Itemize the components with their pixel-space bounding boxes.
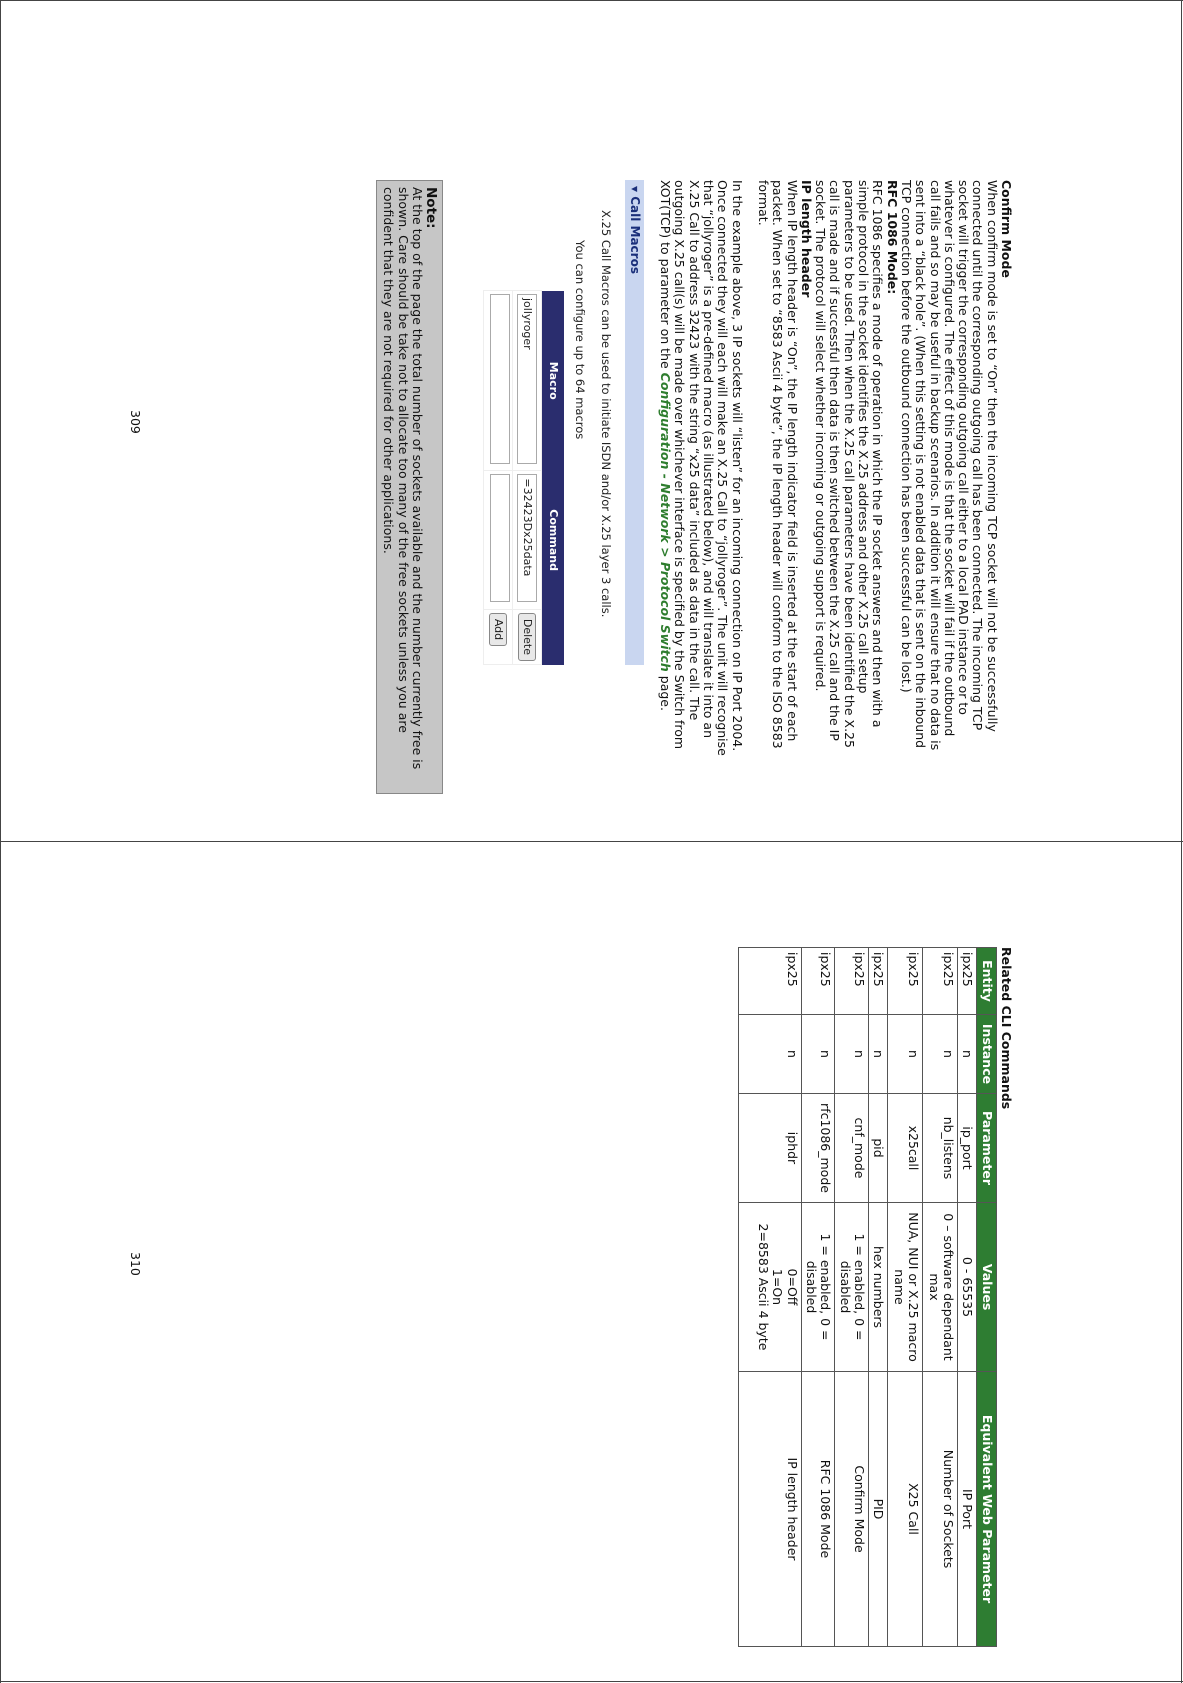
page-310-content [738,947,1013,1647]
delete-button[interactable]: Delete [518,613,536,661]
table-row [738,948,801,1647]
confirm-mode-heading: Confirm Mode [999,180,1014,278]
entity-cell: ipx25 [835,948,869,1015]
entity-cell: ipx25 [801,948,835,1015]
table-row [923,948,958,1647]
instance-cell: n [835,1015,869,1094]
web-parameter-cell: Confirm Mode [835,1372,869,1647]
call-macros-header-row [542,291,565,665]
values-cell: 0 – software dependant max [923,1203,958,1372]
instance-cell: n [923,1015,958,1094]
ip-length-heading: IP length header [798,180,814,298]
table-row [958,948,977,1647]
table-row [484,291,513,665]
new-macro-name-input[interactable] [490,294,510,464]
instance-header: Instance [977,1015,996,1094]
web-parameter-header: Equivalent Web Parameter [977,1372,996,1647]
call-macros-table [483,290,564,665]
entity-cell: ipx25 [958,948,977,1015]
cli-commands-title: Related CLI Commands [999,947,1014,1110]
values-header: Values [977,1203,996,1372]
values-cell: hex numbers [868,1203,887,1372]
cli-table-body [738,948,977,1647]
web-parameter-cell: IP Port [958,1372,977,1647]
parameter-cell: x25call [888,1094,923,1203]
cli-header-row [977,948,996,1647]
ip-length-text: When IP length header is “On”, the IP length indicator field is inserted at the start of each packet. When set to “8583 Ascii 4 byte”, the IP length header will conform to the ISO 8583 format. [755,180,800,749]
example-text-before: In the example above, 3 IP sockets will “listen” for an incoming connection on IP Port 2004. Once connected they will each will make an X.25 Call to “jollyroger”. The unit will recognise that “jollyroger” is a pre-defined macro (as illustrated below), and will translate it into an X.25 Call to address 32423 with the string “x25 data” included as data in the call. The outgoing X.25 call(s) will be made over whichever interface is specified by the Switch from XOT(TCP) to parameter on the [658,180,745,756]
entity-cell: ipx25 [868,948,887,1015]
instance-cell: n [801,1015,835,1094]
instance-cell: n [868,1015,887,1094]
page-310 [0,842,1183,1682]
call-macros-panel [483,180,644,665]
parameter-header: Parameter [977,1094,996,1203]
values-cell: 0 - 65535 [958,1203,977,1372]
example-paragraph [658,180,744,760]
web-parameter-cell: PID [868,1372,887,1647]
web-parameter-cell: Number of Sockets [923,1372,958,1647]
note-text: At the top of the page the total number of sockets available and the number currently free is shown. Care should be take not to allocate too many of the free sockets unless you are confident that they are not required for other applications. [381,187,425,770]
page-number: 309 [128,410,143,434]
table-row [888,948,923,1647]
call-macros-hint: You can configure up to 64 macros [572,240,587,440]
web-parameter-cell: RFC 1086 Mode [801,1372,835,1647]
note-box [376,180,443,794]
entity-cell: ipx25 [923,948,958,1015]
example-text-after: page. [658,671,674,711]
values-cell: 0=Off 1=On 2=8583 Ascii 4 byte [738,1203,801,1372]
table-row [835,948,869,1647]
rfc1086-heading: RFC 1086 Mode: [884,180,900,295]
instance-cell: n [888,1015,923,1094]
macro-column-header: Macro [542,291,565,471]
call-macros-header[interactable]: ▾ Call Macros [625,180,644,665]
parameter-cell: nb_listens [923,1094,958,1203]
macro-name-input[interactable]: jollyroger [517,294,537,464]
command-column-header: Command [542,471,565,609]
values-cell: NUA, NUI or X.25 macro name [888,1203,923,1372]
parameter-cell: iphdr [738,1094,801,1203]
instance-cell: n [958,1015,977,1094]
note-title: Note: [423,187,440,229]
table-row [801,948,835,1647]
entity-cell: ipx25 [738,948,801,1015]
table-row [513,291,542,665]
protocol-switch-link[interactable]: Configuration - Network > Protocol Switch [658,372,674,672]
web-parameter-cell: IP length header [738,1372,801,1647]
new-macro-command-input[interactable] [490,474,510,602]
entity-cell: ipx25 [888,948,923,1015]
rfc1086-text: RFC 1086 specifies a mode of operation in which the IP socket answers and then with a simple protocol in the socket identifies the X.25 address and other X.25 call setup parameters to be used. Then when the X.25 call parameters have been identified the X.25 call is made and if successful then data is then switched between the X.25 call and the IP socket. The protocol will select whether incoming or outgoing support is required. [813,180,886,748]
parameter-cell: cnf_mode [835,1094,869,1203]
cli-commands-table [738,947,997,1647]
page-309-content [376,180,1014,770]
action-column-header [542,609,565,664]
confirm-mode-text: When confirm mode is set to “On” then the incoming TCP socket will not be successfully connected until the corresponding outgoing call has been connected. The incoming TCP socket will trigger the corresponding outgoing call either to a local PAD instance or to whatever is configured. The effect of this mode is that the socket will fail if the outbound call fails and so may be useful in backup scenarios. In addition it will ensure that no data is sent into a “black hole”. (When this setting is not enabled data that is sent on the inbound TCP connection before the outbound connection has been successful can be lost.) [898,180,1000,751]
page-309 [0,0,1183,840]
parameter-cell: ip_port [958,1094,977,1203]
values-cell: 1 = enabled, 0 = disabled [835,1203,869,1372]
add-button[interactable]: Add [489,613,507,646]
call-macros-description: X.25 Call Macros can be used to initiate ISDN and/or X.25 layer 3 calls. [598,210,613,618]
parameter-cell: rfc1086_mode [801,1094,835,1203]
page-number: 310 [128,1252,143,1276]
values-cell: 1 = enabled, 0 = disabled [801,1203,835,1372]
parameter-cell: pid [868,1094,887,1203]
macro-command-input[interactable]: =32423Dx25data [517,474,537,602]
instance-cell: n [738,1015,801,1094]
table-row [868,948,887,1647]
entity-header: Entity [977,948,996,1015]
web-parameter-cell: X25 Call [888,1372,923,1647]
